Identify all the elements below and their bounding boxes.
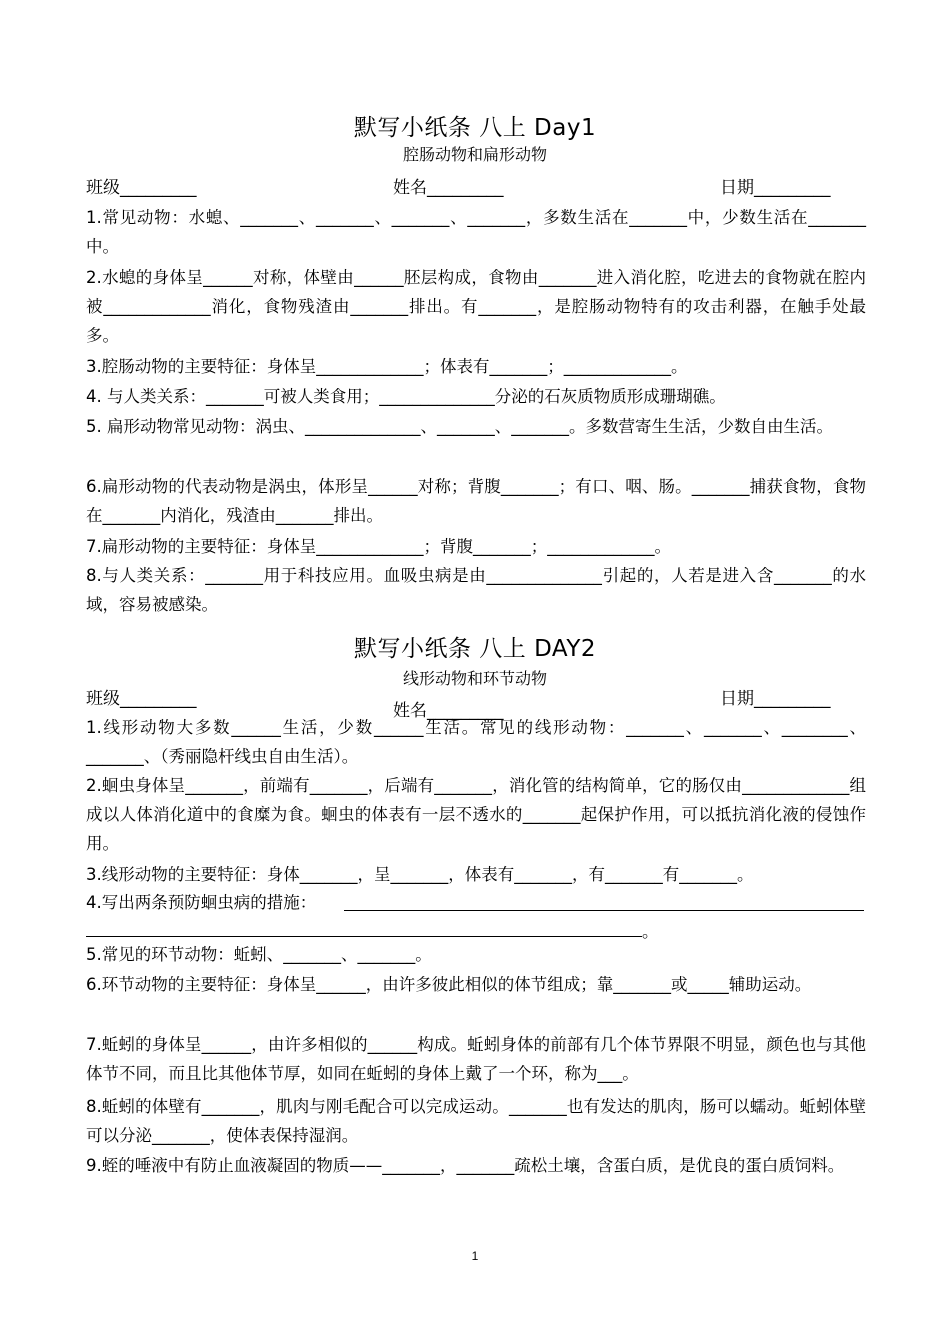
day2-item-6: 6.环节动物的主要特征：身体呈______，由许多彼此相似的体节组成；靠_______或_____辅助运动。: [86, 975, 812, 994]
day1-item-7: 7.扁形动物的主要特征：身体呈_____________；背腹_______；_____________。: [86, 537, 671, 556]
day1-item-5: 5. 扁形动物常见动物：涡虫、______________、_______、_______。多数营寄生生活，少数自由生活。: [86, 417, 833, 436]
day2-item-8: 8.蚯蚓的体壁有_______，肌肉与刚毛配合可以完成运动。_______也有发达的肌肉，肠可以蠕动。蚯蚓体壁可以分泌_______，使体表保持湿润。: [86, 1097, 866, 1145]
day2-item-1: 1.线形动物大多数______生活，少数______生活。常见的线形动物：_______、_______、________、_______、（秀丽隐杆线虫自由生活）。: [86, 718, 866, 766]
day2-item-2: 2.蛔虫身体呈_______，前端有_______，后端有_______，消化管的结构简单，它的肠仅由_____________组成以人体消化道中的食糜为食。蛔虫的体表有一层不透水的_______起保护作用，可以抵抗消化液的侵蚀作用。: [86, 776, 866, 853]
day1-item-8: 8.与人类关系：_______用于科技应用。血吸虫病是由______________引起的，人若是进入含_______的水域，容易被感染。: [86, 566, 866, 614]
day2-item-4: 4.写出两条预防蛔虫病的措施：: [86, 893, 317, 912]
day1-class-field: 班级_________: [86, 178, 197, 198]
page-number: 1: [471, 1249, 479, 1263]
day2-item-5: 5.常见的环节动物：蚯蚓、_______、_______。: [86, 945, 432, 964]
day1-subtitle: 腔肠动物和扁形动物: [402, 145, 547, 164]
day1-item-6: 6.扁形动物的代表动物是涡虫，体形呈______对称；背腹_______；有口、咽、肠。_______捕获食物，食物在_______内消化，残渣由_______排出。: [86, 477, 866, 525]
day2-subtitle: 线形动物和环节动物: [402, 669, 547, 688]
day1-item-2: 2.水螅的身体呈______对称，体壁由______胚层构成，食物由_______进入消化腔，吃进去的食物就在腔内被_____________消化，食物残渣由_______排出。有_______，是腔肠动物特有的攻击利器，在触手处最多。: [86, 268, 866, 345]
day1-title: 默写小纸条 八上 Day1: [353, 115, 597, 141]
day1-item-1: 1.常见动物：水螅、_______、_______、_______、_______，多数生活在_______中，少数生活在_______中。: [86, 208, 866, 256]
day1-item-4: 4. 与人类关系：_______可被人类食用；______________分泌的石灰质物质形成珊瑚礁。: [86, 387, 726, 406]
day1-date-field: 日期_________: [720, 178, 831, 198]
day2-item-3: 3.线形动物的主要特征：身体_______，呈_______，体表有_______，有_______有_______。: [86, 865, 754, 884]
day2-item-7: 7.蚯蚓的身体呈______，由许多相似的______构成。蚯蚓身体的前部有几个体节界限不明显，颜色也与其他体节不同，而且比其他体节厚，如同在蚯蚓的身体上戴了一个环，称为___。: [86, 1035, 866, 1083]
day2-date-field: 日期_________: [720, 689, 831, 709]
day1-name-field: 姓名_________: [393, 178, 504, 198]
day2-name-field: 姓名_________: [393, 701, 504, 721]
day2-item-4-end: 。: [642, 922, 659, 941]
day2-item-9: 9.蛭的唾液中有防止血液凝固的物质——_______，_______疏松土壤，含蛋白质，是优良的蛋白质饲料。: [86, 1156, 845, 1175]
day2-title: 默写小纸条 八上 DAY2: [353, 636, 597, 662]
day1-item-3: 3.腔肠动物的主要特征：身体呈_____________；体表有_______；_____________。: [86, 357, 688, 376]
day2-class-field: 班级_________: [86, 689, 197, 709]
answer-line: [344, 910, 864, 911]
answer-line: [86, 936, 642, 937]
